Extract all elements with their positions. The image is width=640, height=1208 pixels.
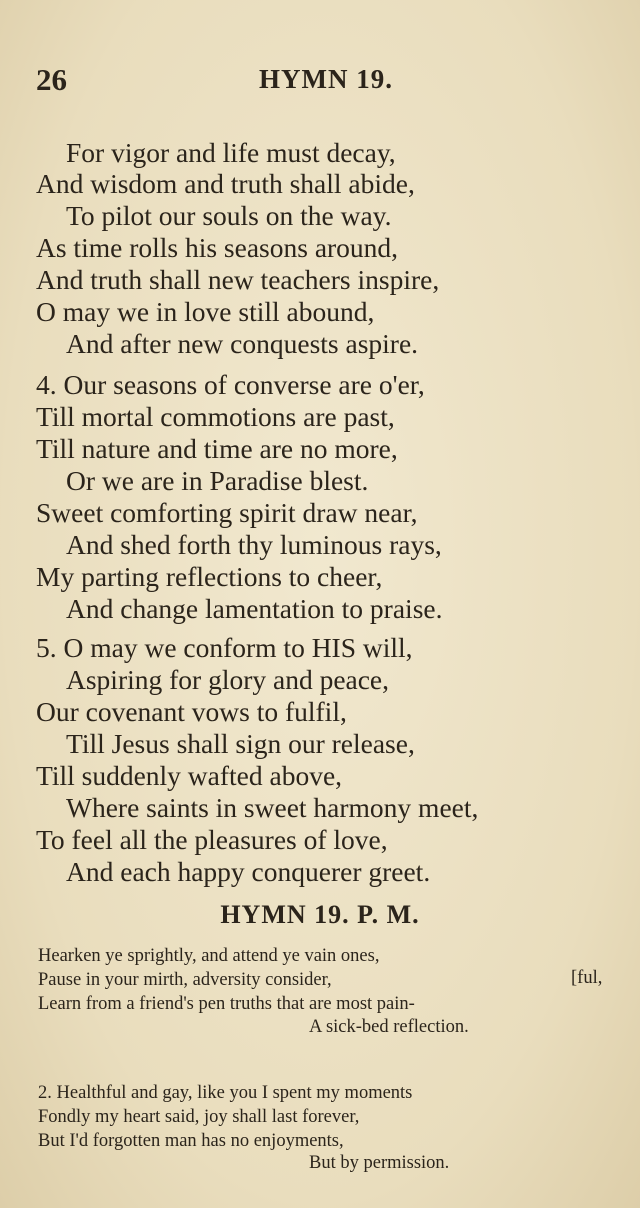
verse-line: To feel all the pleasures of love, (36, 824, 388, 855)
verse-line: And after new conquests aspire. (66, 328, 419, 359)
verse-line: O may we in love still abound, (36, 296, 375, 327)
verse-line: And shed forth thy luminous rays, (66, 529, 442, 560)
verse-line: Or we are in Paradise blest. (66, 465, 369, 496)
verse-line: Till suddenly wafted above, (36, 760, 343, 791)
verse-line: 2. Healthful and gay, like you I spent my moments (38, 1083, 413, 1103)
verse-line: Pause in your mirth, adversity consider, (38, 970, 332, 990)
page-header (36, 62, 616, 102)
verse-line: Aspiring for glory and peace, (66, 664, 390, 695)
hymn-title: HYMN 19. P. M. (220, 900, 420, 929)
verse-line: To pilot our souls on the way. (66, 200, 392, 231)
verse-line: Hearken ye sprightly, and attend ye vain ones, (38, 946, 380, 966)
verse-line: As time rolls his seasons around, (36, 232, 399, 263)
verse-line: For vigor and life must decay, (66, 137, 396, 168)
verse-line: Till Jesus shall sign our release, (66, 728, 415, 759)
verse-line: And truth shall new teachers inspire, (36, 264, 440, 295)
carried-over-word: [ful, (571, 968, 603, 988)
running-head: HYMN 19. (259, 64, 393, 94)
verse-line: A sick-bed reflection. (309, 1017, 469, 1037)
verse-line: Our covenant vows to fulfil, (36, 696, 347, 727)
verse-line: And wisdom and truth shall abide, (36, 168, 415, 199)
verse-line: My parting reflections to cheer, (36, 561, 383, 592)
stanza-5-first-line: 5. O may we conform to HIS will, (36, 632, 413, 663)
verse-line: Learn from a friend's pen truths that are most pain- (38, 994, 415, 1014)
verse-line: Till nature and time are no more, (36, 433, 398, 464)
page-number: 26 (36, 62, 67, 97)
verse-line: Fondly my heart said, joy shall last forever, (38, 1107, 360, 1127)
verse-line: But by permission. (309, 1153, 450, 1173)
verse-line: Till mortal commotions are past, (36, 401, 395, 432)
verse-line: But I'd forgotten man has no enjoyments, (38, 1131, 344, 1151)
verse-line: And each happy conquerer greet. (66, 856, 431, 887)
verse-line: Where saints in sweet harmony meet, (66, 792, 479, 823)
verse-line: And change lamentation to praise. (66, 593, 443, 624)
verse-line: Sweet comforting spirit draw near, (36, 497, 418, 528)
stanza-4-first-line: 4. Our seasons of converse are o'er, (36, 369, 425, 400)
